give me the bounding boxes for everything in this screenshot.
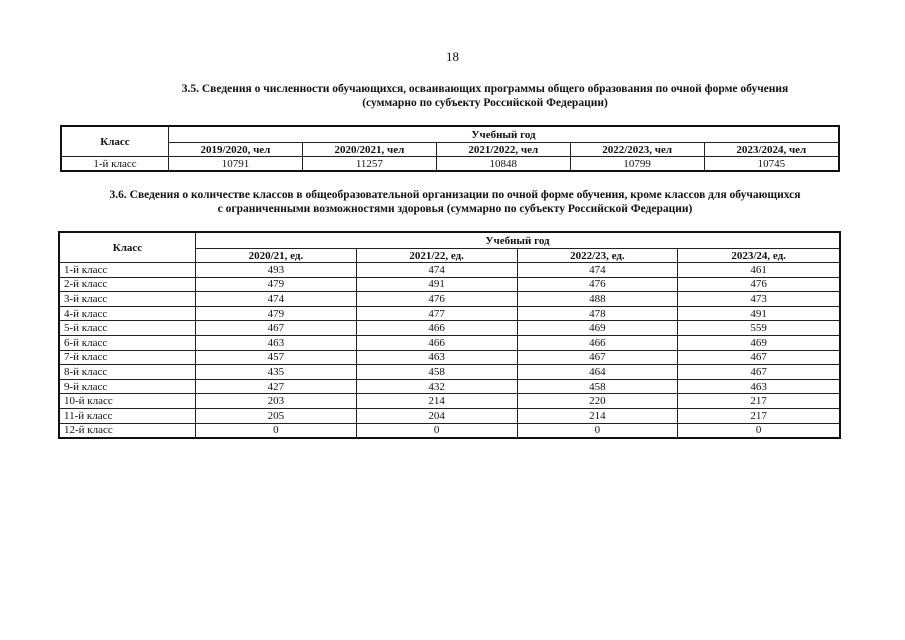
table-cell: 493 <box>196 263 357 278</box>
table-cell: 473 <box>678 292 840 307</box>
table-cell: 458 <box>517 379 678 394</box>
year-column-header: 2023/2024, чел <box>704 143 839 157</box>
table-cell: 467 <box>678 350 840 365</box>
table-cell: 217 <box>678 408 840 423</box>
row-label: 11-й класс <box>59 408 196 423</box>
table-row <box>59 263 840 278</box>
year-column-header: 2022/23, ед. <box>517 249 678 263</box>
table-cell: 476 <box>678 277 840 292</box>
row-label: 1-й класс <box>59 263 196 278</box>
academic-year-header: Учебный год <box>196 232 841 249</box>
year-column-header: 2021/2022, чел <box>436 143 570 157</box>
section-3-5-title-line1: 3.5. Сведения о численности обучающихся, осваивающих программы общего образования по очной форме обучения <box>181 83 789 95</box>
table-cell: 435 <box>196 365 357 380</box>
section-3-6-title-line1: 3.6. Сведения о количестве классов в общеобразовательной организации по очной форме обучения, кроме классов для обучающихся <box>109 189 801 201</box>
table-cell: 214 <box>517 408 678 423</box>
table-cell: 458 <box>356 365 517 380</box>
table-cell: 466 <box>356 335 517 350</box>
row-label: 10-й класс <box>59 394 196 409</box>
year-column-header: 2020/21, ед. <box>196 249 357 263</box>
table-cell: 10791 <box>169 157 303 172</box>
table-row <box>59 292 840 307</box>
table-cell: 559 <box>678 321 840 336</box>
section-3-6-title-line2: с ограниченными возможностями здоровья (суммарно по субъекту Российской Федерации) <box>217 203 693 215</box>
table-cell: 491 <box>356 277 517 292</box>
table-cell: 10799 <box>570 157 704 172</box>
table-cell: 474 <box>196 292 357 307</box>
table-cell: 461 <box>678 263 840 278</box>
table-cell: 432 <box>356 379 517 394</box>
table-row <box>59 423 840 438</box>
year-column-header: 2020/2021, чел <box>302 143 436 157</box>
year-column-header: 2021/22, ед. <box>356 249 517 263</box>
table-cell: 203 <box>196 394 357 409</box>
table-cell: 466 <box>356 321 517 336</box>
table-cell: 476 <box>356 292 517 307</box>
table-cell: 0 <box>356 423 517 438</box>
row-label: 12-й класс <box>59 423 196 438</box>
academic-year-header: Учебный год <box>169 126 840 143</box>
table-cell: 204 <box>356 408 517 423</box>
row-label: 4-й класс <box>59 306 196 321</box>
table-cell: 467 <box>517 350 678 365</box>
table-cell: 0 <box>517 423 678 438</box>
row-label: 7-й класс <box>59 350 196 365</box>
table-cell: 476 <box>517 277 678 292</box>
table-cell: 463 <box>196 335 357 350</box>
table-row <box>59 350 840 365</box>
table-cell: 474 <box>356 263 517 278</box>
table-cell: 0 <box>678 423 840 438</box>
table-cell: 10745 <box>704 157 839 172</box>
table-cell: 467 <box>678 365 840 380</box>
table-cell: 474 <box>517 263 678 278</box>
table-row <box>59 277 840 292</box>
row-label: 1-й класс <box>61 157 169 172</box>
table-cell: 10848 <box>436 157 570 172</box>
page-number: 18 <box>446 49 459 64</box>
table-cell: 464 <box>517 365 678 380</box>
table-cell: 478 <box>517 306 678 321</box>
table-cell: 220 <box>517 394 678 409</box>
classes-count-table <box>58 231 841 439</box>
table-cell: 427 <box>196 379 357 394</box>
table-cell: 488 <box>517 292 678 307</box>
year-column-header: 2022/2023, чел <box>570 143 704 157</box>
row-label: 5-й класс <box>59 321 196 336</box>
table-row <box>59 321 840 336</box>
table-row <box>59 408 840 423</box>
section-3-6-title <box>60 188 850 216</box>
table-row <box>59 379 840 394</box>
table-cell: 463 <box>356 350 517 365</box>
table-cell: 205 <box>196 408 357 423</box>
table-cell: 467 <box>196 321 357 336</box>
table-row <box>59 335 840 350</box>
table-cell: 463 <box>678 379 840 394</box>
row-label: 8-й класс <box>59 365 196 380</box>
table-cell: 479 <box>196 277 357 292</box>
section-3-5-title-line2: (суммарно по субъекту Российской Федерации) <box>362 97 608 109</box>
year-column-header: 2019/2020, чел <box>169 143 303 157</box>
table-cell: 11257 <box>302 157 436 172</box>
class-column-header: Класс <box>61 126 169 157</box>
table-cell: 477 <box>356 306 517 321</box>
table-cell: 217 <box>678 394 840 409</box>
section-3-5-title <box>120 82 850 110</box>
row-label: 2-й класс <box>59 277 196 292</box>
table-row <box>59 394 840 409</box>
row-label: 3-й класс <box>59 292 196 307</box>
table-cell: 214 <box>356 394 517 409</box>
table-cell: 469 <box>517 321 678 336</box>
row-label: 6-й класс <box>59 335 196 350</box>
row-label: 9-й класс <box>59 379 196 394</box>
year-column-header: 2023/24, ед. <box>678 249 840 263</box>
table-cell: 0 <box>196 423 357 438</box>
table-cell: 466 <box>517 335 678 350</box>
class-column-header: Класс <box>59 232 196 263</box>
students-count-table <box>60 125 840 172</box>
table-row <box>59 306 840 321</box>
table-cell: 491 <box>678 306 840 321</box>
table-cell: 469 <box>678 335 840 350</box>
table-cell: 457 <box>196 350 357 365</box>
table-cell: 479 <box>196 306 357 321</box>
table-row <box>61 157 839 172</box>
table-row <box>59 365 840 380</box>
